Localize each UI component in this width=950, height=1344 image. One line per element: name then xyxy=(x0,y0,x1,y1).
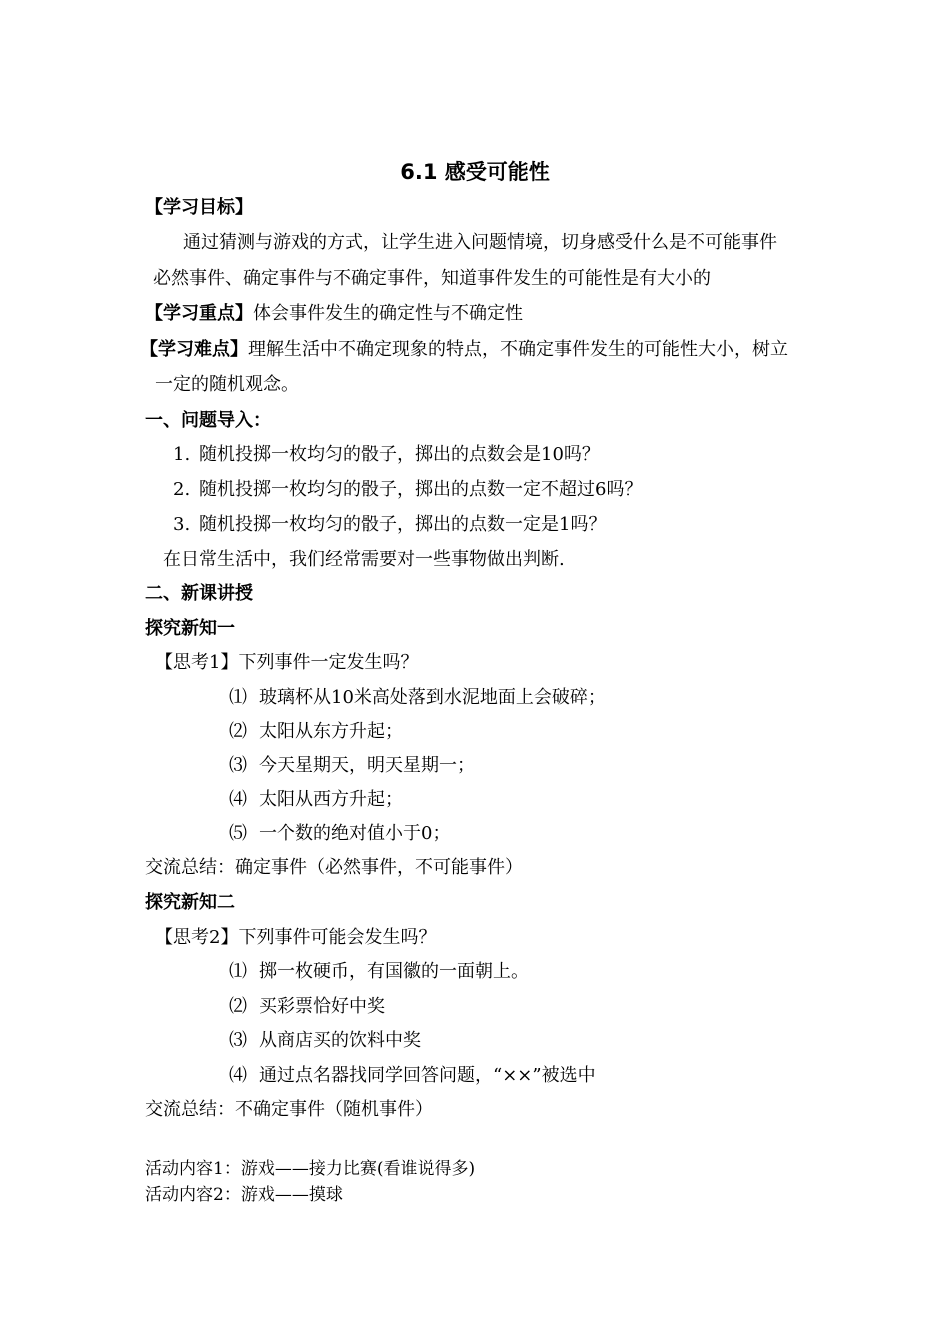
key-point-line xyxy=(145,302,523,326)
event-text: 通过点名器找同学回答问题，“××”被选中 xyxy=(259,1065,596,1086)
event-text: 今天星期天，明天星期一； xyxy=(259,755,475,776)
event-item xyxy=(229,754,475,778)
explore2-heading: 探究新知二 xyxy=(145,892,235,913)
event-number: ⑶ xyxy=(229,755,247,776)
event-number: ⑵ xyxy=(229,721,247,742)
key-point-text: 体会事件发生的确定性与不确定性 xyxy=(253,303,523,324)
event-text: 太阳从西方升起； xyxy=(259,789,403,810)
objectives-heading: 【学习目标】 xyxy=(145,197,253,218)
event-item xyxy=(229,995,385,1019)
event-number: ⑸ xyxy=(229,823,247,844)
question-number: 3. xyxy=(173,514,191,535)
event-number: ⑷ xyxy=(229,789,247,810)
event-item xyxy=(229,788,403,812)
event-item xyxy=(229,720,403,744)
activity-item: 活动内容1：游戏——接力比赛(看谁说得多) xyxy=(145,1159,476,1179)
event-item xyxy=(229,1029,421,1053)
question-number: 2. xyxy=(173,479,191,500)
explore2-summary: 交流总结：不确定事件（随机事件） xyxy=(145,1099,433,1120)
difficulty-text-line2: 一定的随机观念。 xyxy=(155,374,299,395)
explore1-summary: 交流总结：确定事件（必然事件，不可能事件） xyxy=(145,857,523,878)
event-item xyxy=(229,960,529,984)
objectives-text-line1: 通过猜测与游戏的方式，让学生进入问题情境，切身感受什么是不可能事件 xyxy=(183,232,777,253)
section2-heading: 二、新课讲授 xyxy=(145,583,253,604)
difficulty-line xyxy=(140,338,788,362)
event-item xyxy=(229,686,606,710)
event-text: 掷一枚硬币，有国徽的一面朝上。 xyxy=(259,961,529,982)
question-item xyxy=(173,443,600,467)
event-number: ⑶ xyxy=(229,1030,247,1051)
page-title: 6.1 感受可能性 xyxy=(400,160,550,184)
question-item xyxy=(173,478,642,502)
event-text: 从商店买的饮料中奖 xyxy=(259,1030,421,1051)
event-number: ⑴ xyxy=(229,961,247,982)
difficulty-text-line1: 理解生活中不确定现象的特点，不确定事件发生的可能性大小，树立 xyxy=(248,339,788,360)
objectives-text-line2: 必然事件、确定事件与不确定事件，知道事件发生的可能性是有大小的 xyxy=(153,268,711,289)
event-item xyxy=(229,1064,596,1088)
event-text: 太阳从东方升起； xyxy=(259,721,403,742)
event-number: ⑵ xyxy=(229,996,247,1017)
event-number: ⑷ xyxy=(229,1065,247,1086)
question-text: 随机投掷一枚均匀的骰子，掷出的点数一定是1吗？ xyxy=(199,514,607,535)
think2-prompt: 【思考2】下列事件可能会发生吗？ xyxy=(155,927,437,948)
section1-heading: 一、问题导入： xyxy=(145,410,271,431)
question-text: 随机投掷一枚均匀的骰子，掷出的点数一定不超过6吗？ xyxy=(199,479,643,500)
explore1-heading: 探究新知一 xyxy=(145,618,235,639)
section1-note: 在日常生活中，我们经常需要对一些事物做出判断. xyxy=(163,549,565,570)
event-item xyxy=(229,822,450,846)
question-number: 1. xyxy=(173,444,191,465)
key-point-heading: 【学习重点】 xyxy=(145,303,253,324)
event-text: 玻璃杯从10米高处落到水泥地面上会破碎； xyxy=(259,687,606,708)
event-text: 一个数的绝对值小于0； xyxy=(259,823,451,844)
difficulty-heading: 【学习难点】 xyxy=(140,339,248,360)
question-item xyxy=(173,513,606,537)
think1-prompt: 【思考1】下列事件一定发生吗？ xyxy=(155,652,419,673)
activity-item: 活动内容2：游戏——摸球 xyxy=(145,1185,343,1205)
question-text: 随机投掷一枚均匀的骰子，掷出的点数会是10吗？ xyxy=(199,444,600,465)
event-text: 买彩票恰好中奖 xyxy=(259,996,385,1017)
event-number: ⑴ xyxy=(229,687,247,708)
